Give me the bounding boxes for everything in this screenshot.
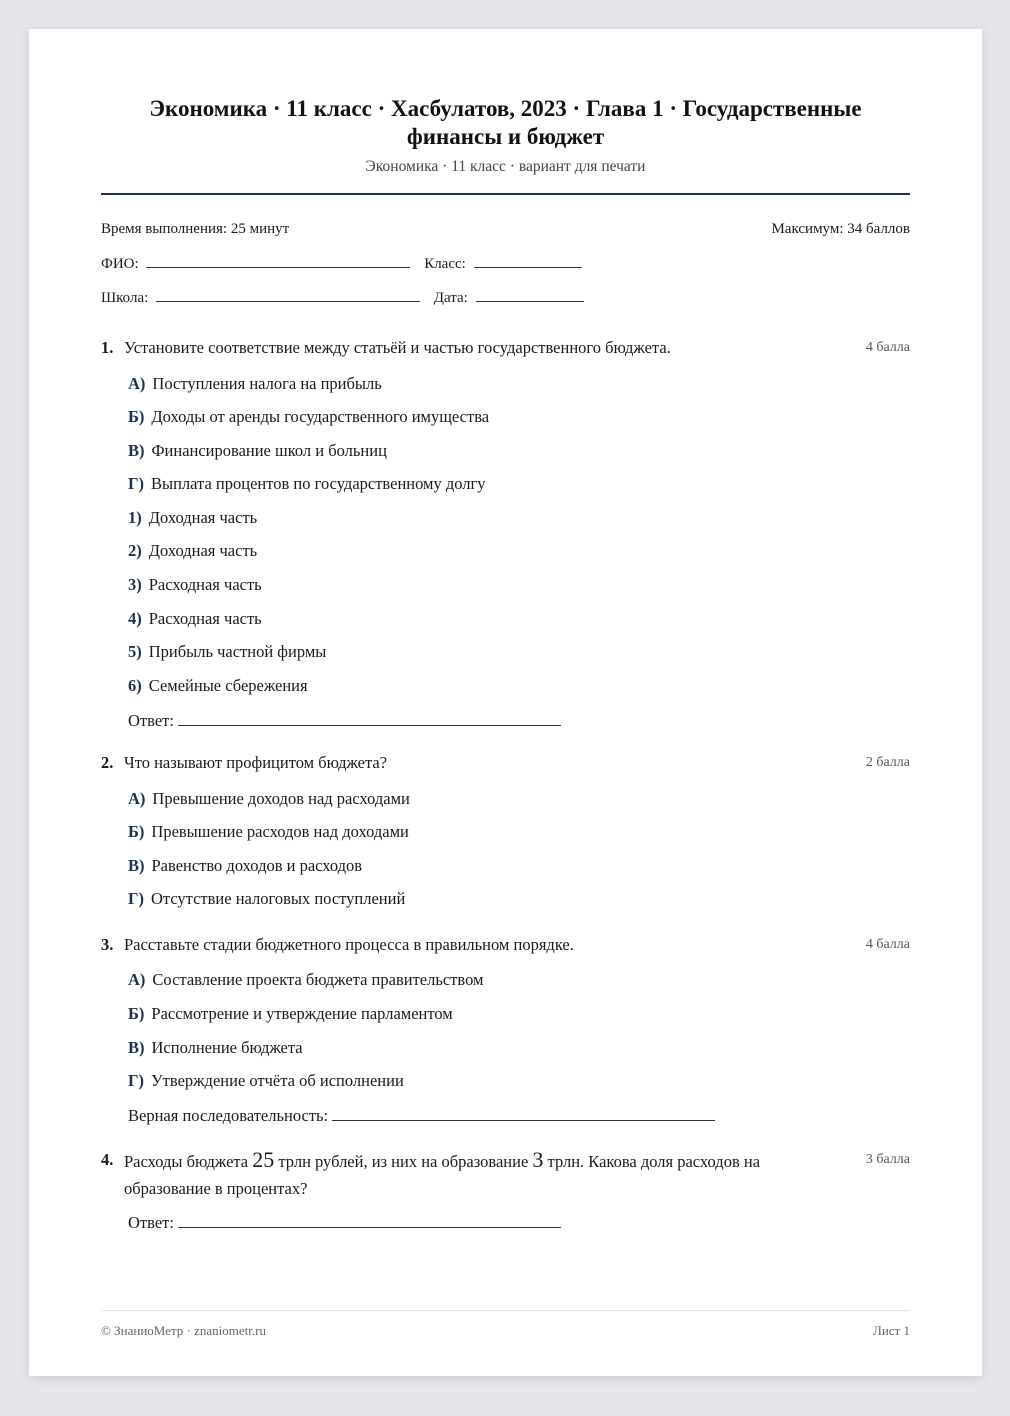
page-subtitle: Экономика · 11 класс · вариант для печати xyxy=(365,158,646,175)
page-footer xyxy=(101,1323,910,1339)
question-points: 4 балла xyxy=(865,937,910,952)
page-title: Экономика · 11 класс · Хасбулатов, 2023 · Глава 1 · Государственные финансы и бюджет xyxy=(149,96,862,149)
question-text: Что называют профицитом бюджета? xyxy=(124,753,388,772)
question-text: Расставьте стадии бюджетного процесса в правильном порядке. xyxy=(124,935,574,954)
class-field[interactable] xyxy=(474,253,582,268)
option-item[interactable]: 2) Доходная часть xyxy=(128,541,258,560)
school-label: Школа: xyxy=(101,290,149,306)
option-item[interactable]: Г) Утверждение отчёта об исполнении xyxy=(128,1071,404,1090)
option-item[interactable]: Г) Отсутствие налоговых поступлений xyxy=(128,889,406,908)
answer-row xyxy=(128,1212,561,1233)
class-label: Класс: xyxy=(424,256,466,272)
option-item[interactable]: А) Поступления налога на прибыль xyxy=(128,374,382,393)
footer-copyright: © ЗнаниоМетр · znaniometr.ru xyxy=(101,1323,266,1338)
question-number: 2. xyxy=(101,753,114,772)
option-item[interactable]: 3) Расходная часть xyxy=(128,575,262,594)
option-item[interactable]: Б) Доходы от аренды государственного имущества xyxy=(128,407,490,426)
option-item[interactable]: В) Финансирование школ и больниц xyxy=(128,441,387,460)
question-number: 3. xyxy=(101,935,114,954)
option-item[interactable]: 1) Доходная часть xyxy=(128,508,258,527)
question-number: 1. xyxy=(101,338,114,357)
date-field[interactable] xyxy=(476,287,584,302)
answer-field[interactable] xyxy=(178,710,561,726)
header-divider xyxy=(101,193,910,195)
answer-label: Ответ: xyxy=(128,711,174,730)
option-item[interactable]: Б) Превышение расходов над доходами xyxy=(128,822,409,841)
meta-row-time xyxy=(101,220,910,238)
fio-label: ФИО: xyxy=(101,256,139,272)
question-points: 4 балла xyxy=(865,340,910,355)
answer-label: Верная последовательность: xyxy=(128,1106,329,1125)
number-value: 25 xyxy=(252,1147,275,1172)
option-item[interactable]: Б) Рассмотрение и утверждение парламентом xyxy=(128,1004,453,1023)
option-item[interactable]: 5) Прибыль частной фирмы xyxy=(128,642,327,661)
option-item[interactable]: А) Составление проекта бюджета правительством xyxy=(128,970,484,989)
worksheet-page xyxy=(29,29,982,1376)
answer-field[interactable] xyxy=(332,1105,715,1121)
option-item[interactable]: В) Равенство доходов и расходов xyxy=(128,856,363,875)
option-item[interactable]: В) Исполнение бюджета xyxy=(128,1038,303,1057)
question-text: Установите соответствие между статьёй и частью государственного бюджета. xyxy=(124,338,671,357)
answer-label: Ответ: xyxy=(128,1213,174,1232)
answer-field[interactable] xyxy=(178,1212,561,1228)
meta-row-fio xyxy=(101,253,910,273)
answer-row xyxy=(128,1105,715,1126)
option-item[interactable]: 6) Семейные сбережения xyxy=(128,676,308,695)
time-limit: Время выполнения: 25 минут xyxy=(101,221,290,237)
date-label: Дата: xyxy=(433,290,468,306)
school-field[interactable] xyxy=(156,287,420,302)
page-number: Лист 1 xyxy=(873,1323,910,1338)
footer-divider xyxy=(101,1310,910,1311)
meta-row-school xyxy=(101,287,910,307)
option-item[interactable]: Г) Выплата процентов по государственному долгу xyxy=(128,474,486,493)
option-item[interactable]: 4) Расходная часть xyxy=(128,609,262,628)
question-number: 4. xyxy=(101,1150,114,1169)
max-score: Максимум: 34 баллов xyxy=(771,221,910,237)
option-item[interactable]: А) Превышение доходов над расходами xyxy=(128,789,410,808)
answer-row xyxy=(128,710,561,731)
question-text: Расходы бюджета 25 трлн рублей, из них на образование 3 трлн. Какова доля расходов на образование в процентах? xyxy=(124,1147,761,1198)
question-points: 3 балла xyxy=(865,1152,910,1167)
question-points: 2 балла xyxy=(865,755,910,770)
number-value: 3 xyxy=(532,1147,544,1172)
fio-field[interactable] xyxy=(146,253,410,268)
